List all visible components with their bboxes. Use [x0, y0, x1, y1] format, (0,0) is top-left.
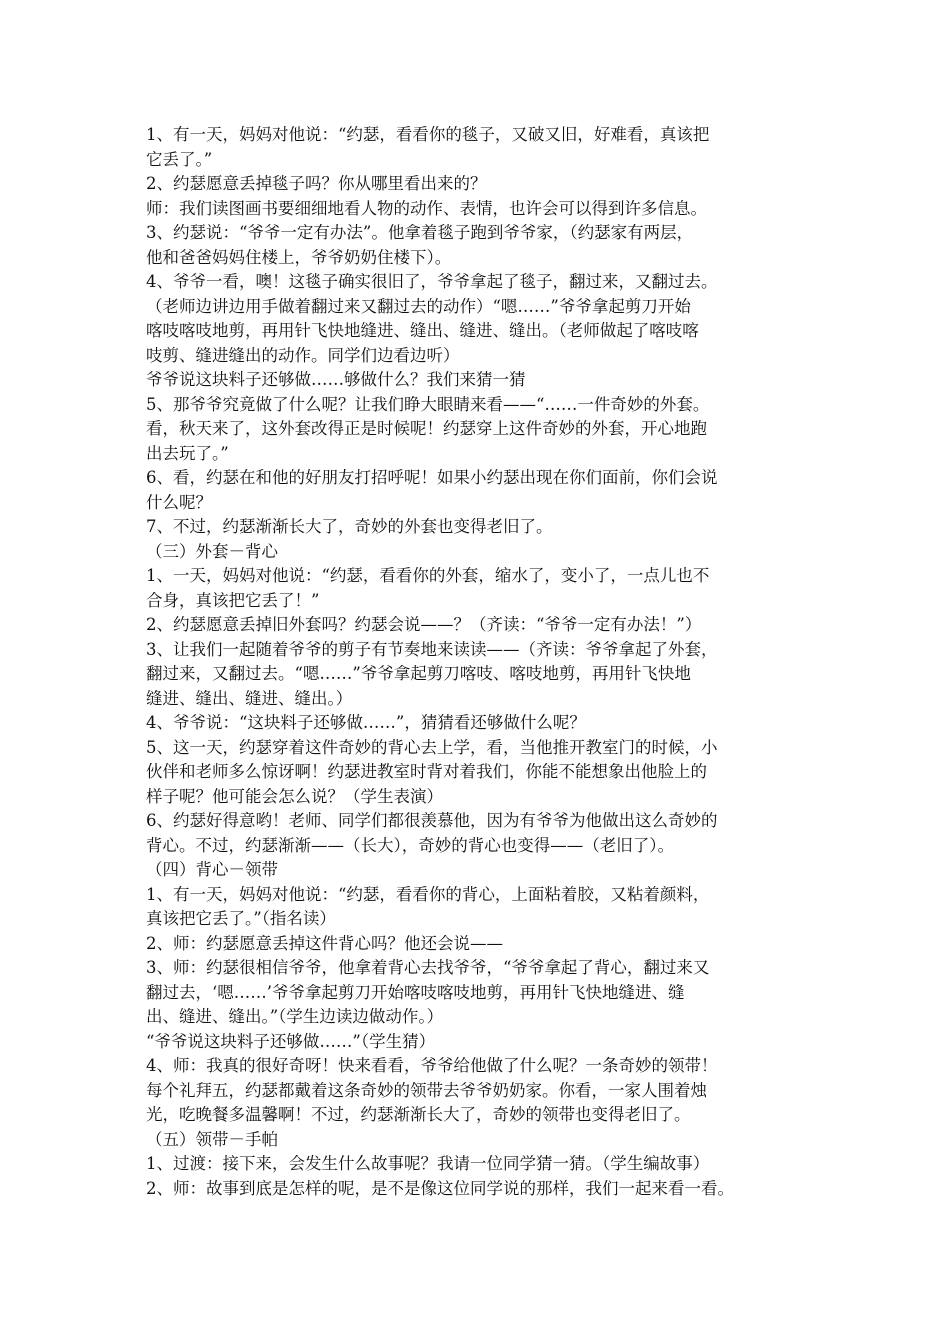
text-line: 1、有一天，妈妈对他说：“约瑟，看看你的背心，上面粘着胶，又粘着颜料，	[146, 884, 710, 904]
text-line: 7、不过，约瑟渐渐长大了，奇妙的外套也变得老旧了。	[146, 517, 553, 536]
text-line: 4、爷爷一看，噢！这毯子确实很旧了，爷爷拿起了毯子，翻过来，又翻过去。	[146, 272, 718, 291]
text-line: “爷爷说这块料子还够做……”（学生猜）	[146, 1031, 436, 1051]
text-line: 光，吃晚餐多温馨啊！不过，约瑟渐渐长大了，奇妙的领带也变得老旧了。	[146, 1105, 691, 1124]
text-line: 什么呢？	[146, 492, 212, 512]
text-line: 3、让我们一起随着爷爷的剪子有节奏地来读读——（齐读：爷爷拿起了外套，	[146, 639, 718, 659]
text-line: 合身，真该把它丢了！”	[146, 590, 320, 610]
text-line: 喀吱喀吱地剪，再用针飞快地缝进、缝出、缝进、缝出。（老师做起了喀吱喀	[146, 321, 699, 340]
text-line: 出、缝进、缝出。”（学生边读边做动作。）	[146, 1007, 444, 1026]
text-line: （三）外套－背心	[146, 541, 278, 561]
text-line: 吱剪、缝进缝出的动作。同学们边看边听）	[146, 345, 460, 365]
text-line: 2、师：约瑟愿意丢掉这件背心吗？他还会说——	[146, 933, 503, 953]
text-line: 真该把它丢了。”（指名读）	[146, 909, 336, 928]
document-body	[146, 123, 832, 1201]
text-line: 背心。不过，约瑟渐渐——（长大），奇妙的背心也变得——（老旧了）。	[146, 835, 674, 855]
text-line: （老师边讲边用手做着翻过来又翻过去的动作）“嗯……”爷爷拿起剪刀开始	[146, 296, 691, 316]
text-line: 3、约瑟说：“爷爷一定有办法”。他拿着毯子跑到爷爷家，（约瑟家有两层，	[146, 223, 694, 242]
text-line: 2、约瑟愿意丢掉毯子吗？你从哪里看出来的？	[146, 174, 487, 193]
text-line: 它丢了。”	[146, 149, 213, 169]
text-line: 4、师：我真的很好奇呀！快来看看，爷爷给他做了什么呢？一条奇妙的领带！	[146, 1056, 718, 1075]
text-line: 6、看，约瑟在和他的好朋友打招呼呢！如果小约瑟出现在你们面前，你们会说	[146, 468, 718, 487]
text-line: 翻过来，又翻过去。“嗯……”爷爷拿起剪刀喀吱、喀吱地剪，再用针飞快地	[146, 664, 691, 683]
text-line: 爷爷说这块料子还够做……够做什么？我们来猜一猜	[146, 370, 526, 389]
text-line: 2、约瑟愿意丢掉旧外套吗？约瑟会说——？（齐读：“爷爷一定有办法！”）	[146, 615, 702, 634]
text-line: 1、一天，妈妈对他说：“约瑟，看看你的外套，缩水了，变小了，一点儿也不	[146, 566, 710, 585]
text-line: 1、有一天，妈妈对他说：“约瑟，看看你的毯子，又破又旧，好难看，真该把	[146, 125, 710, 144]
text-line: （四）背心－领带	[146, 860, 278, 879]
text-line: 翻过去，‘嗯……’爷爷拿起剪刀开始喀吱喀吱地剪，再用针飞快地缝进、缝	[146, 982, 685, 1002]
text-line: 2、师：故事到底是怎样的呢，是不是像这位同学说的那样，我们一起来看一看。	[146, 1178, 734, 1198]
text-line: 3、师：约瑟很相信爷爷，他拿着背心去找爷爷，“爷爷拿起了背心，翻过来又	[146, 958, 710, 977]
text-line: 他和爸爸妈妈住楼上，爷爷奶奶住楼下）。	[146, 247, 452, 267]
text-line: 6、约瑟好得意哟！老师、同学们都很羡慕他，因为有爷爷为他做出这么奇妙的	[146, 811, 718, 830]
text-line: 1、过渡：接下来，会发生什么故事呢？我请一位同学猜一猜。（学生编故事）	[146, 1154, 710, 1173]
text-line: 师：我们读图画书要细细地看人物的动作、表情，也许会可以得到许多信息。	[146, 198, 707, 218]
text-line: 样子呢？他可能会怎么说？（学生表演）	[146, 786, 443, 806]
text-line: 伙伴和老师多么惊讶啊！约瑟进教室时背对着我们，你能不能想象出他脸上的	[146, 762, 707, 781]
text-line: 5、这一天，约瑟穿着这件奇妙的背心去上学，看，当他推开教室门的时候，小	[146, 737, 718, 757]
text-line: 缝进、缝出、缝进、缝出。）	[146, 688, 353, 708]
text-line: 5、那爷爷究竟做了什么呢？让我们睁大眼睛来看——“……一件奇妙的外套。	[146, 394, 710, 414]
text-line: 4、爷爷说：“这块料子还够做……”，猜猜看还够做什么呢？	[146, 713, 586, 732]
text-line: 每个礼拜五，约瑟都戴着这条奇妙的领带去爷爷奶奶家。你看，一家人围着烛	[146, 1080, 707, 1100]
text-line: 看，秋天来了，这外套改得正是时候呢！约瑟穿上这件奇妙的外套，开心地跑	[146, 419, 707, 438]
text-line: 出去玩了。”	[146, 443, 229, 463]
text-line: （五）领带－手帕	[146, 1129, 278, 1149]
